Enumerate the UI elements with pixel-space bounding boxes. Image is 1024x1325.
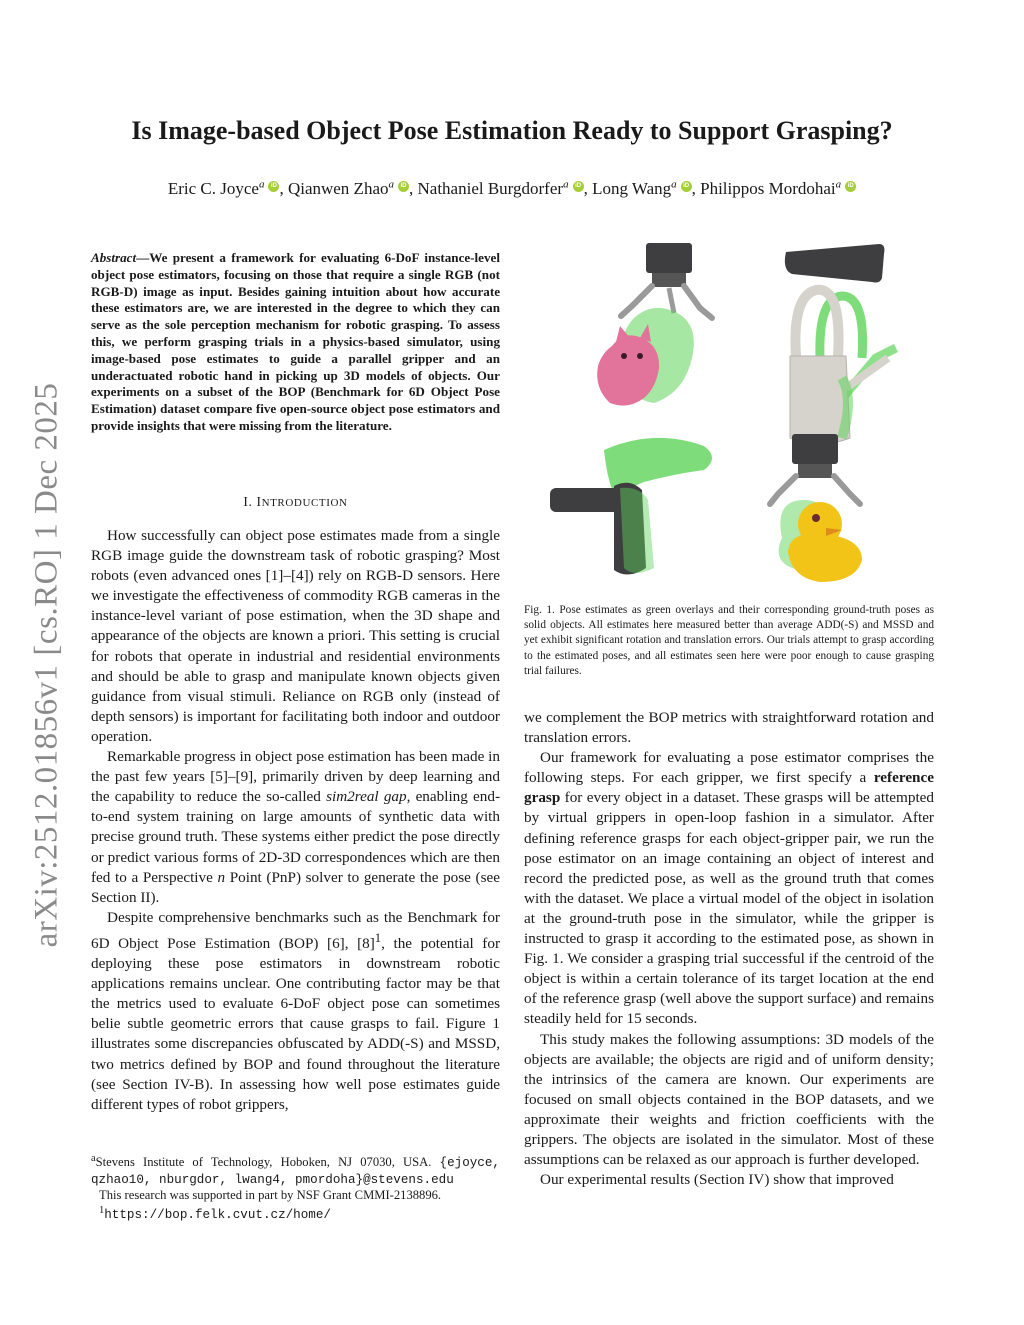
gripper-body [646,243,692,273]
figure-panel-watering-can [785,244,896,444]
author: Qianwen Zhao$^a$iD , [288,179,413,198]
gripper-base [652,273,686,287]
gripper-base [798,464,832,478]
gripper-finger [834,476,860,504]
cat-eye [637,353,643,359]
paragraph: How successfully can object pose estimates made from a single RGB image guide the downstream task of robotic grasping? Most robots (even advanced ones [1]–[4]) rely on RGB-D sensors. Here we investigate the effectiveness of commodity RGB cameras in the instance-level variant of pose estimation, when the 3D shape and appearance of the objects are known a priori. This setting is crucial for robots that operate in industrial and residential environments and should be able to grasp and manipulate known objects given guidance from visual stimuli. Reliance on RGB only (instead of depth sensors) is important for facilitating both indoor and outdoor operation. [91,527,500,745]
gripper-finger [669,288,674,313]
drill-body [550,488,620,512]
figure-panel-drill [550,438,712,575]
affiliation-footnote: $^a$Stevens Institute of Technology, Hoboken, NJ 07030, USA. {ejoyce, qzhao10, nburgdor, lwang4, pmordoha}@stevens.edu [91,1153,500,1187]
figure-1 [524,238,934,598]
left-column-body [91,526,500,1115]
author-list [60,178,964,199]
cat-eye [621,353,627,359]
author: Long Wang$^a$iD , [592,179,696,198]
paragraph: Our framework for evaluating a pose estimator comprises the following steps. For each gripper, we first specify a reference grasp for every object in a dataset. These grasps will be attempted by virtual grippers in open-loop fashion in a simulator. After defining reference grasps for each object-gripper pair, we run the pose estimator on an image containing an object of interest and record the predicted pose, as well as the ground truth that comes with the dataset. We place a virtual model of the object in isolation at the ground-truth pose in the simulator, while the gripper is instructed to grasp it according to the estimated pose, as shown in Fig. 1. We consider a grasping trial successful if the centroid of the object is within a certain tolerance of its target location at the end of the reference grasp (well above the support surface) and remains steadily held for 15 seconds. [524,749,934,1028]
arxiv-sidebar-stamp: arXiv:2512.01856v1 [cs.RO] 1 Dec 2025 [28,382,65,948]
url-footnote: $^1$https://bop.felk.cvut.cz/home/ [99,1205,331,1223]
orcid-icon[interactable] [573,181,584,192]
orcid-icon[interactable] [845,181,856,192]
figure-panel-cat [597,243,712,406]
paper-title: Is Image-based Object Pose Estimation Ready to Support Grasping? [131,116,893,145]
paragraph: This study makes the following assumptions: 3D models of the objects are available; the objects are rigid and of uniform density; the intrinsics of the camera are known. Our experiments are focused on small objects contained in the BOP datasets, and we approximate their weights and friction coefficients with the grippers. The objects are isolated in the simulator. Most of these assumptions can be relaxed as our approach is further developed. [524,1030,934,1169]
gripper-finger [684,286,712,318]
duck-eye [812,514,820,522]
orcid-icon[interactable] [398,181,409,192]
figure-caption: Fig. 1. Pose estimates as green overlays and their corresponding ground-truth poses as solid objects. All estimates here measured better than average ADD(-S) and MSSD and yet exhibit significant rotation and translation errors. Our trials attempt to grasp according to the estimated poses, and all estimates seen here were poor enough to cause grasping trial failures. [524,604,934,677]
abstract [91,250,500,435]
paragraph: Our experimental results (Section IV) show that improved [540,1171,894,1189]
duck-body [788,533,862,582]
bop-url-link[interactable]: https://bop.felk.cvut.cz/home/ [104,1208,331,1223]
footnote-ref[interactable]: 1 [374,930,382,945]
gripper-finger [770,476,796,504]
figure-panel-duck [770,434,862,582]
orcid-icon[interactable] [268,181,279,192]
author: Nathaniel Burgdorfer$^a$iD , [418,179,588,198]
can-pose-overlay [842,378,848,438]
orcid-icon[interactable] [681,181,692,192]
paragraph: we complement the BOP metrics with straightforward rotation and translation errors. [524,709,934,747]
right-column-body [524,708,934,1190]
author: Eric C. Joyce$^a$iD , [168,179,284,198]
gripper-block [785,244,885,283]
abstract-text: —We present a framework for evaluating 6-DoF instance-level object pose estimators, focusing on those that require a single RGB (not RGB-D) image as input. Besides gaining intuition about how accurate these estimators are, we are interested in the degree to which they can serve as the sole perception mechanism for robotic grasping. To assess this, we perform grasping trials in a physics-based simulator, using image-based pose estimates to guide a parallel gripper and an underactuated robotic hand in picking up 3D models of objects. Our experiments on a subset of the BOP (Benchmark for 6D Object Pose Estimation) dataset compare five open-source object pose estimators and provide insights that were missing from the literature. [91,250,500,433]
abstract-label: Abstract [91,250,137,265]
grant-footnote: This research was supported in part by NSF Grant CMMI-2138896. [99,1188,442,1202]
gripper-body [792,434,838,464]
drill-pose-overlay [620,488,654,573]
email-list[interactable]: {ejoyce, qzhao10, nburgdor, lwang4, pmordoha}@stevens.edu [91,1156,500,1187]
paragraph: Remarkable progress in object pose estimation has been made in the past few years [5]–[9], primarily driven by deep learning and the capability to reduce the so-called sim2real gap, enabling end-to-end system training on large amounts of synthetic data with precise ground truth. These systems either predict the pose directly or predict various forms of 2D-3D correspondences which are then fed to a Perspective n Point (PnP) solver to generate the pose (see Section II). [91,748,501,906]
paragraph: Despite comprehensive benchmarks such as the Benchmark for 6D Object Pose Estimation (BOP) [6], $[8]^1$, the potential for deploying these pose estimators in downstream robotic applications remains unclear. One contributing factor may be that the metrics used to evaluate 6-DoF object pose can sometimes belie subtle geometric errors that cause grasps to fail. Figure 1 illustrates some discrepancies obfuscated by ADD(-S) and MSSD, two metrics defined by BOP and found throughout the literature (see Section IV-B). In assessing how well pose estimates guide different types of robot grippers, [91,908,501,1113]
footnotes [91,1151,500,1224]
section-heading-introduction: I. INTRODUCTION [243,494,348,509]
author: Philippos Mordohai$^a$iD [700,179,856,198]
